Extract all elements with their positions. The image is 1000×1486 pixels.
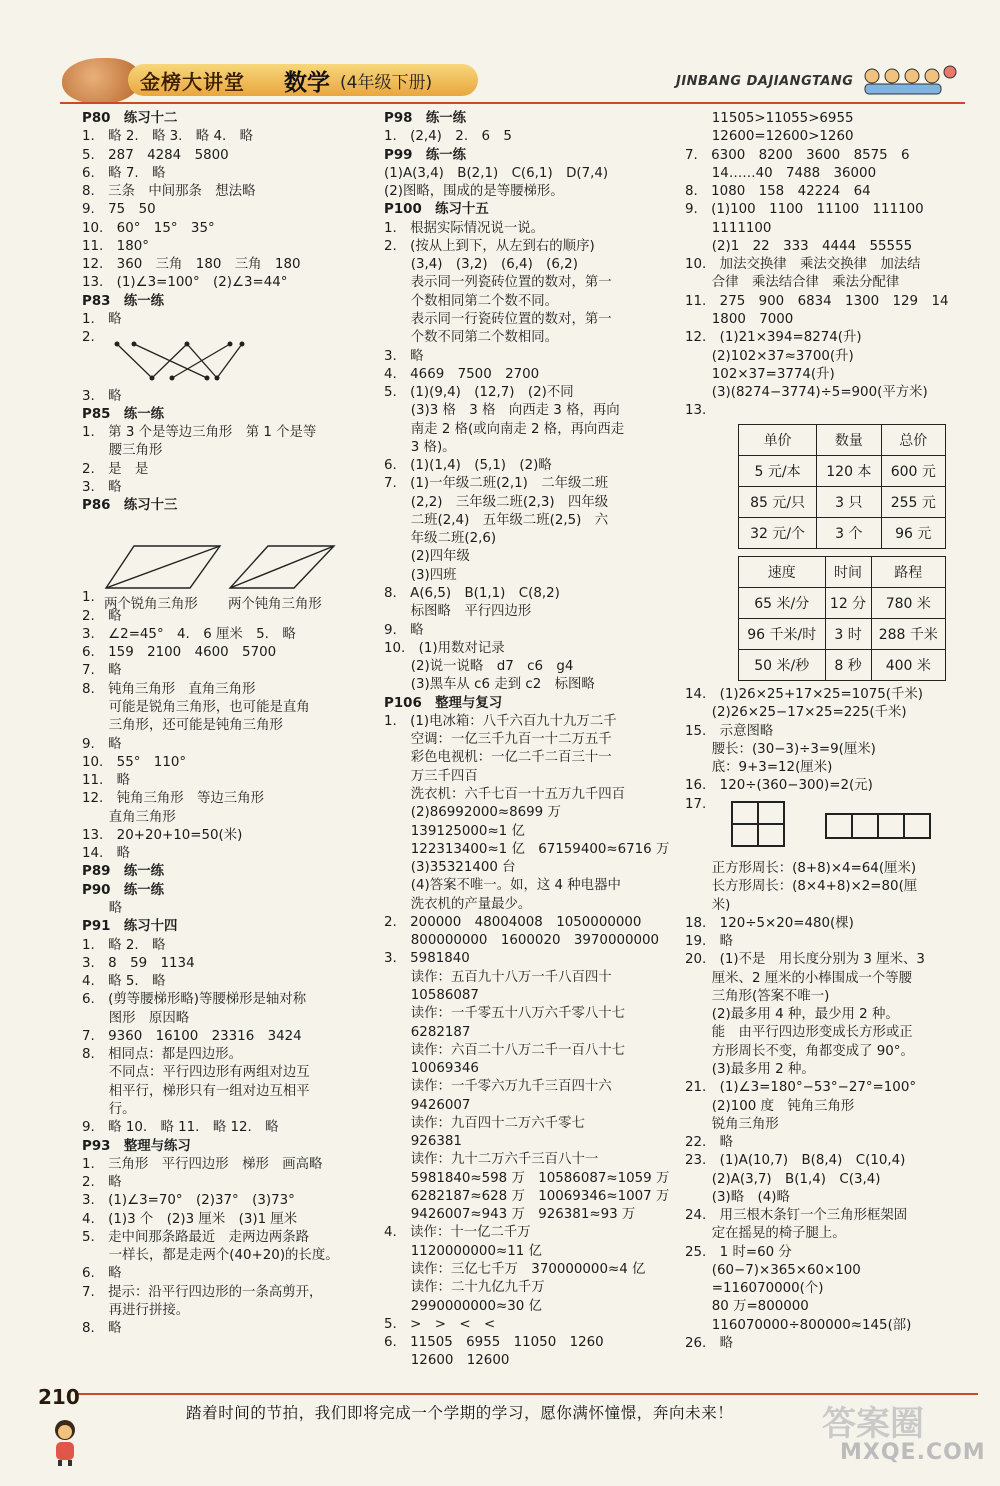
answer-line: 11. 略 — [82, 773, 131, 789]
answer-line: 11. 180° — [82, 238, 149, 254]
answer-line: 能 由平行四边形变成长方形或正 — [685, 1025, 913, 1041]
answer-line: 1. 略 — [82, 311, 122, 327]
answer-line: 可能是锐角三角形，也可能是直角 — [82, 700, 310, 716]
answer-line: 读作：一千零五十八万六千零八十七 — [384, 1006, 626, 1022]
section-heading: P99 练一练 — [384, 147, 467, 163]
answer-line: 12. (1)21×394=8274(升) — [685, 330, 862, 346]
answer-line: 空调：一亿三千九百一十二万五千 — [384, 732, 612, 748]
price-quantity-table — [738, 424, 946, 549]
answer-line: 2990000000≈30 亿 — [384, 1298, 542, 1314]
answer-line: 底：9+3=12(厘米) — [685, 760, 833, 776]
table-cell: 3 只 — [817, 487, 881, 518]
answer-line: 2. 略 — [82, 1175, 122, 1191]
answer-line: 8. 钝角三角形 直角三角形 — [82, 681, 256, 697]
table-cell: 400 米 — [871, 650, 945, 681]
answer-line: 1800 7000 — [685, 311, 794, 327]
answer-line: 3. 5981840 — [384, 951, 470, 967]
answer-line: 一样长，都是走两个(40+20)的长度。 — [82, 1248, 339, 1264]
section-heading: P80 练习十二 — [82, 111, 178, 126]
answer-line: (3)略 (4)略 — [685, 1189, 790, 1205]
answer-line: 年级二班(2,6) — [384, 531, 497, 547]
answer-line: =116070000(个) — [685, 1281, 824, 1297]
table-header-cell: 路程 — [871, 557, 945, 588]
answer-line: (3)3 格 3 格 向西走 3 格，再向 — [384, 403, 620, 419]
table-row — [739, 518, 946, 549]
watermark-url: MXQE.COM — [840, 1440, 986, 1465]
answer-line: 1. (1)电冰箱：八千六百九十九万二千 — [384, 713, 617, 729]
table-cell: 8 秒 — [825, 650, 871, 681]
answer-line: 南走 2 格(或向南走 2 格，再向西走 — [384, 421, 625, 437]
answer-line: 7. 6300 8200 3600 8575 6 — [685, 147, 910, 163]
table-cell: 65 米/分 — [739, 588, 826, 619]
section-heading: P91 练习十四 — [82, 919, 178, 935]
subject-title: 数学 — [284, 70, 330, 96]
answer-line: 腰三角形 — [82, 443, 163, 459]
parallelogram-obtuse-figure — [228, 542, 338, 592]
answer-line: (4)答案不唯一。如，这 4 种电器中 — [384, 878, 621, 894]
answer-line: 10069346 — [384, 1061, 479, 1077]
table-header-cell: 总价 — [881, 425, 945, 456]
answer-line: 长方形周长：(8×4+8)×2=80(厘 — [685, 879, 918, 895]
answer-line: 5981840≈598 万 10586087≈1059 万 — [384, 1170, 670, 1186]
answer-line: 10. 加法交换律 乘法交换律 加法结 — [685, 257, 921, 273]
answer-line: 11. 275 900 6834 1300 129 14 — [685, 293, 949, 309]
answer-line: (3)35321400 台 — [384, 860, 516, 876]
answer-line: 25. 1 时=60 分 — [685, 1244, 792, 1260]
answer-line: 10. 55° 110° — [82, 754, 187, 770]
answer-line: 6282187 — [384, 1024, 471, 1040]
parallelogram-acute-figure — [104, 542, 224, 592]
answer-line: (2)1 22 333 4444 55555 — [685, 238, 913, 254]
answer-line: 26. 略 — [685, 1336, 734, 1352]
answer-line: 合律 乘法结合律 乘法分配律 — [685, 275, 900, 291]
answer-line: 22. 略 — [685, 1135, 734, 1151]
grade-label: (4年级下册) — [340, 73, 433, 93]
section-heading: P85 练一练 — [82, 406, 165, 422]
answer-line: 2. 是 是 — [82, 461, 149, 477]
answer-line: (3)最多用 2 种。 — [685, 1061, 815, 1077]
header-divider — [60, 102, 965, 104]
answer-line: (2)图略，围成的是等腰梯形。 — [384, 184, 564, 200]
answer-line: 16. 120÷(360−300)=2(元) — [685, 778, 873, 794]
answer-line: 3. ∠2=45° 4. 6 厘米 5. 略 — [82, 626, 296, 642]
answer-line: 7. 略 — [82, 663, 122, 679]
answer-line: (1)A(3,4) B(2,1) C(6,1) D(7,4) — [384, 165, 609, 181]
answer-line: 4. 略 5. 略 — [82, 974, 166, 990]
answer-line: 24. 用三根木条钉一个三角形框架固 — [685, 1208, 908, 1224]
table-row — [739, 650, 946, 681]
section-heading: P86 练习十三 — [82, 498, 178, 514]
table-header-cell: 速度 — [739, 557, 826, 588]
watermark-logo: 答案圈 — [822, 1404, 924, 1444]
answer-line: 12600 12600 — [384, 1353, 510, 1369]
answer-line: 表示同一行瓷砖位置的数对，第一 — [384, 311, 612, 327]
page-header — [0, 58, 1000, 106]
answer-line: 腰长：(30−3)÷3=9(厘米) — [685, 741, 876, 757]
answer-line: 122313400≈1 亿 67159400≈6716 万 — [384, 841, 670, 857]
section-heading: P100 练习十五 — [384, 202, 489, 218]
table-cell: 120 本 — [817, 456, 881, 487]
section-heading: P89 练一练 — [82, 864, 165, 880]
answer-line: 12600=12600>1260 — [685, 129, 854, 145]
answer-line: 厘米、2 厘米的小棒围成一个等腰 — [685, 970, 913, 986]
section-heading: P98 练一练 — [384, 111, 467, 126]
answer-line: 11505>11055>6955 — [685, 111, 854, 126]
answer-line: 9. 略 — [82, 736, 122, 752]
answer-line: (60−7)×365×60×100 — [685, 1262, 861, 1278]
table-cell: 96 千米/时 — [739, 619, 826, 650]
answer-line: 1. (2,4) 2. 6 5 — [384, 129, 512, 145]
table-cell: 255 元 — [881, 487, 945, 518]
footer-motto: 踏着时间的节拍，我们即将完成一个学期的学习，愿你满怀憧憬，奔向未来！ — [186, 1404, 734, 1422]
brand-title: 金榜大讲堂 — [140, 70, 245, 94]
answer-line: 19. 略 — [685, 934, 734, 950]
answer-line: (2)26×25−17×25=225(千米) — [685, 705, 907, 721]
answer-line: 8. 略 — [82, 1321, 122, 1337]
answer-line: 139125000≈1 亿 — [384, 823, 525, 839]
squares-figure — [730, 800, 940, 850]
answer-line: 15. 示意图略 — [685, 723, 774, 739]
answer-line: 三角形(答案不唯一) — [685, 988, 830, 1004]
answer-line: 4. 读作：十一亿二千万 — [384, 1225, 531, 1241]
answer-line: 定在摇晃的椅子腿上。 — [685, 1226, 846, 1242]
speed-time-distance-table — [738, 556, 946, 681]
answer-line: 锐角三角形 — [685, 1116, 779, 1132]
table-cell: 3 时 — [825, 619, 871, 650]
answer-line: 读作：五百九十八万一千八百四十 — [384, 969, 612, 985]
table-cell: 96 元 — [881, 518, 945, 549]
answer-line: 6. 159 2100 4600 5700 — [82, 645, 277, 661]
answer-line: 6. 略 — [82, 1266, 122, 1282]
answer-line: 方形周长不变，角都变成了 90°。 — [685, 1043, 914, 1059]
answer-line: (2)最多用 4 种，最少用 2 种。 — [685, 1007, 899, 1023]
answer-line: 相平行，梯形只有一组对边互相平 — [82, 1083, 310, 1099]
answer-line: 读作：二十九亿九千万 — [384, 1280, 545, 1296]
answer-line: 正方形周长：(8+8)×4=64(厘米) — [685, 861, 917, 876]
answer-line: 1111100 — [685, 220, 772, 236]
table-row — [739, 619, 946, 650]
answer-line: 5. 287 4284 5800 — [82, 147, 229, 163]
answer-line: 标图略 平行四边形 — [384, 604, 532, 620]
answer-line: 8. A(6,5) B(1,1) C(8,2) — [384, 586, 560, 602]
answer-line: 9426007≈943 万 926381≈93 万 — [384, 1207, 636, 1223]
answer-line: 926381 — [384, 1134, 462, 1150]
answer-line: 7. 提示：沿平行四边形的一条高剪开， — [82, 1284, 323, 1300]
answer-line: 9. 略 — [384, 622, 424, 638]
answer-line: 2. — [82, 330, 95, 346]
answer-line: 读作：九百四十二万六千零七 — [384, 1115, 585, 1131]
answer-line: 行。 — [82, 1101, 136, 1117]
answer-line: 3. 略 — [82, 479, 122, 495]
answer-line: 13. — [685, 403, 707, 419]
answer-line: 1120000000≈11 亿 — [384, 1243, 542, 1259]
answer-line: 不同点：平行四边形有两组对边互 — [82, 1065, 310, 1081]
answer-line: 12. 360 三角 180 三角 180 — [82, 257, 301, 273]
answer-line: (2)四年级 — [384, 549, 470, 565]
section-heading: P93 整理与练习 — [82, 1138, 191, 1154]
answer-line: 18. 120÷5×20=480(棵) — [685, 915, 854, 931]
table-cell: 50 米/秒 — [739, 650, 826, 681]
figure-caption-acute: 两个锐角三角形 — [104, 597, 198, 612]
answer-line: 三角形，还可能是钝角三角形 — [82, 718, 283, 734]
answer-line: 9. 75 50 — [82, 202, 156, 218]
answer-line: 10586087 — [384, 987, 479, 1003]
section-heading: P106 整理与复习 — [384, 695, 503, 711]
answer-line: 80 万=800000 — [685, 1299, 809, 1315]
answer-line: 8. 相同点：都是四边形。 — [82, 1047, 243, 1063]
table-row — [739, 456, 946, 487]
answer-line: 彩色电视机：一亿二千二百三十一 — [384, 750, 612, 766]
table-cell: 3 个 — [817, 518, 881, 549]
answer-line: 6. (1)(1,4) (5,1) (2)略 — [384, 458, 552, 474]
connect-dots-figure — [112, 336, 252, 386]
answer-line: 17. — [685, 796, 707, 812]
table-cell: 288 千米 — [871, 619, 945, 650]
answer-line: (3,4) (3,2) (6,4) (6,2) — [384, 257, 578, 273]
answer-line: 2. 略 — [82, 608, 122, 624]
section-heading: P83 练一练 — [82, 293, 165, 309]
answer-line: 4. 4669 7500 2700 — [384, 366, 540, 382]
answer-line: 5. 走中间那条路最近 走两边两条路 — [82, 1229, 310, 1245]
answer-line: 8. 1080 158 42224 64 — [685, 184, 871, 200]
answer-line: 9. 略 10. 略 11. 略 12. 略 — [82, 1120, 279, 1136]
answer-line: 读作：九十二万六千三百八十一 — [384, 1152, 599, 1168]
table-cell: 780 米 — [871, 588, 945, 619]
table-header-cell: 时间 — [825, 557, 871, 588]
answer-line: 6282187≈628 万 10069346≈1007 万 — [384, 1188, 670, 1204]
answer-line: 个数不同第二个数相同。 — [384, 330, 559, 346]
answer-line: 14. 略 — [82, 846, 131, 862]
answer-line: 万三千四百 — [384, 768, 478, 784]
answer-line: 图形 原因略 — [82, 1010, 190, 1026]
table-header-cell: 单价 — [739, 425, 817, 456]
answer-line: (2)86992000≈8699 万 — [384, 805, 561, 821]
answer-line: 3. 略 — [384, 348, 424, 364]
table-header-cell: 数量 — [817, 425, 881, 456]
answer-line: 2. 200000 48004008 1050000000 — [384, 914, 642, 930]
kids-illustration-icon — [860, 62, 960, 98]
answer-line: 再进行拼接。 — [82, 1302, 190, 1318]
answer-line: 21. (1)∠3=180°−53°−27°=100° — [685, 1080, 917, 1096]
answer-line: 读作：三亿七千万 370000000≈4 亿 — [384, 1262, 646, 1277]
answer-line: (2,2) 三年级二班(2,3) 四年级 — [384, 494, 609, 510]
answer-line: 3. (1)∠3=70° (2)37° (3)73° — [82, 1193, 295, 1209]
answer-line: 800000000 1600020 3970000000 — [384, 933, 660, 949]
answer-line: (2)102×37≈3700(升) — [685, 348, 854, 364]
answer-line: 1. — [82, 590, 95, 606]
footer-divider — [78, 1393, 978, 1395]
answer-line: 5. (1)(9,4) (12,7) (2)不同 — [384, 385, 574, 401]
answer-line: (2)A(3,7) B(1,4) C(3,4) — [685, 1171, 881, 1187]
table-cell: 600 元 — [881, 456, 945, 487]
answer-line: (3)(8274−3774)÷5=900(平方米) — [685, 385, 928, 401]
answer-line: 4. (1)3 个 (2)3 厘米 (3)1 厘米 — [82, 1211, 298, 1227]
answer-line: 8. 三条 中间那条 想法略 — [82, 184, 256, 200]
answer-line: (2)100 度 钝角三角形 — [685, 1098, 855, 1114]
figure-caption-obtuse: 两个钝角三角形 — [228, 597, 322, 612]
answer-line: (3)黑车从 c6 走到 c2 标图略 — [384, 677, 595, 693]
girl-mascot-icon — [48, 1418, 82, 1466]
answer-line: 7. (1)一年级二班(2,1) 二年级二班 — [384, 476, 609, 492]
answer-line: 13. 20+20+10=50(米) — [82, 827, 243, 843]
answer-line: 13. (1)∠3=100° (2)∠3=44° — [82, 275, 288, 291]
answer-line: 14. (1)26×25+17×25=1075(千米) — [685, 687, 923, 702]
answer-line: (2)说一说略 d7 c6 g4 — [384, 659, 574, 675]
answer-line: 1. 略 2. 略 — [82, 937, 166, 953]
answer-line: 9426007 — [384, 1097, 471, 1113]
answer-line: 读作：一千零六万九千三百四十六 — [384, 1079, 612, 1095]
table-cell: 5 元/本 — [739, 456, 817, 487]
answer-line: 2. (按从上到下，从左到右的顺序) — [384, 238, 595, 254]
answer-line: 3. 略 — [82, 388, 122, 404]
answer-line: 洗衣机：六千七百一十五万九千四百 — [384, 786, 626, 802]
answer-line: 14……40 7488 36000 — [685, 165, 877, 181]
table-cell: 32 元/个 — [739, 518, 817, 549]
english-brand: JINBANG DAJIANGTANG — [676, 74, 854, 89]
answer-line: 表示同一列瓷砖位置的数对，第一 — [384, 275, 612, 291]
answer-line: 1. 第 3 个是等边三角形 第 1 个是等 — [82, 425, 317, 441]
answer-line: 3. 8 59 1134 — [82, 955, 195, 971]
answer-line: 5. > > < < — [384, 1316, 496, 1332]
answer-line: 10. (1)用数对记录 — [384, 640, 505, 656]
answer-line: 3 格)。 — [384, 439, 456, 455]
answer-line: 9. (1)100 1100 11100 111100 — [685, 202, 924, 218]
answer-line: 1. 略 2. 略 3. 略 4. 略 — [82, 129, 253, 145]
table-cell: 85 元/只 — [739, 487, 817, 518]
section-heading: P90 练一练 — [82, 882, 165, 898]
answer-line: 洗衣机的产量最少。 — [384, 896, 532, 912]
answer-line: 直角三角形 — [82, 809, 176, 825]
answer-line: 10. 60° 15° 35° — [82, 220, 215, 236]
answer-line: 6. (剪等腰梯形略)等腰梯形是轴对称 — [82, 992, 307, 1008]
answer-line: 米) — [685, 897, 731, 913]
answer-line: 二班(2,4) 五年级二班(2,5) 六 — [384, 512, 609, 528]
table-row — [739, 487, 946, 518]
answer-line: 6. 11505 6955 11050 1260 — [384, 1335, 604, 1351]
answer-line: (3)四班 — [384, 567, 457, 583]
answer-line: 116070000÷800000≈145(部) — [685, 1317, 912, 1333]
page-number: 210 — [38, 1385, 80, 1409]
answer-line: 12. 钝角三角形 等边三角形 — [82, 791, 264, 807]
answer-line: 7. 9360 16100 23316 3424 — [82, 1028, 302, 1044]
answer-line: 20. (1)不是 用长度分别为 3 厘米、3 — [685, 952, 925, 968]
answer-line: 略 — [82, 900, 123, 916]
answer-line: 1. 根据实际情况说一说。 — [384, 220, 545, 236]
answer-line: 1. 三角形 平行四边形 梯形 画高略 — [82, 1156, 323, 1172]
answer-line: 23. (1)A(10,7) B(8,4) C(10,4) — [685, 1153, 906, 1169]
table-cell: 12 分 — [825, 588, 871, 619]
answer-line: 读作：六百二十八万二千一百八十七 — [384, 1042, 626, 1058]
answer-line: 102×37=3774(升) — [685, 366, 835, 382]
table-row — [739, 588, 946, 619]
answer-line: 个数相同第二个数不同。 — [384, 293, 559, 309]
answer-line: 6. 略 7. 略 — [82, 165, 166, 181]
